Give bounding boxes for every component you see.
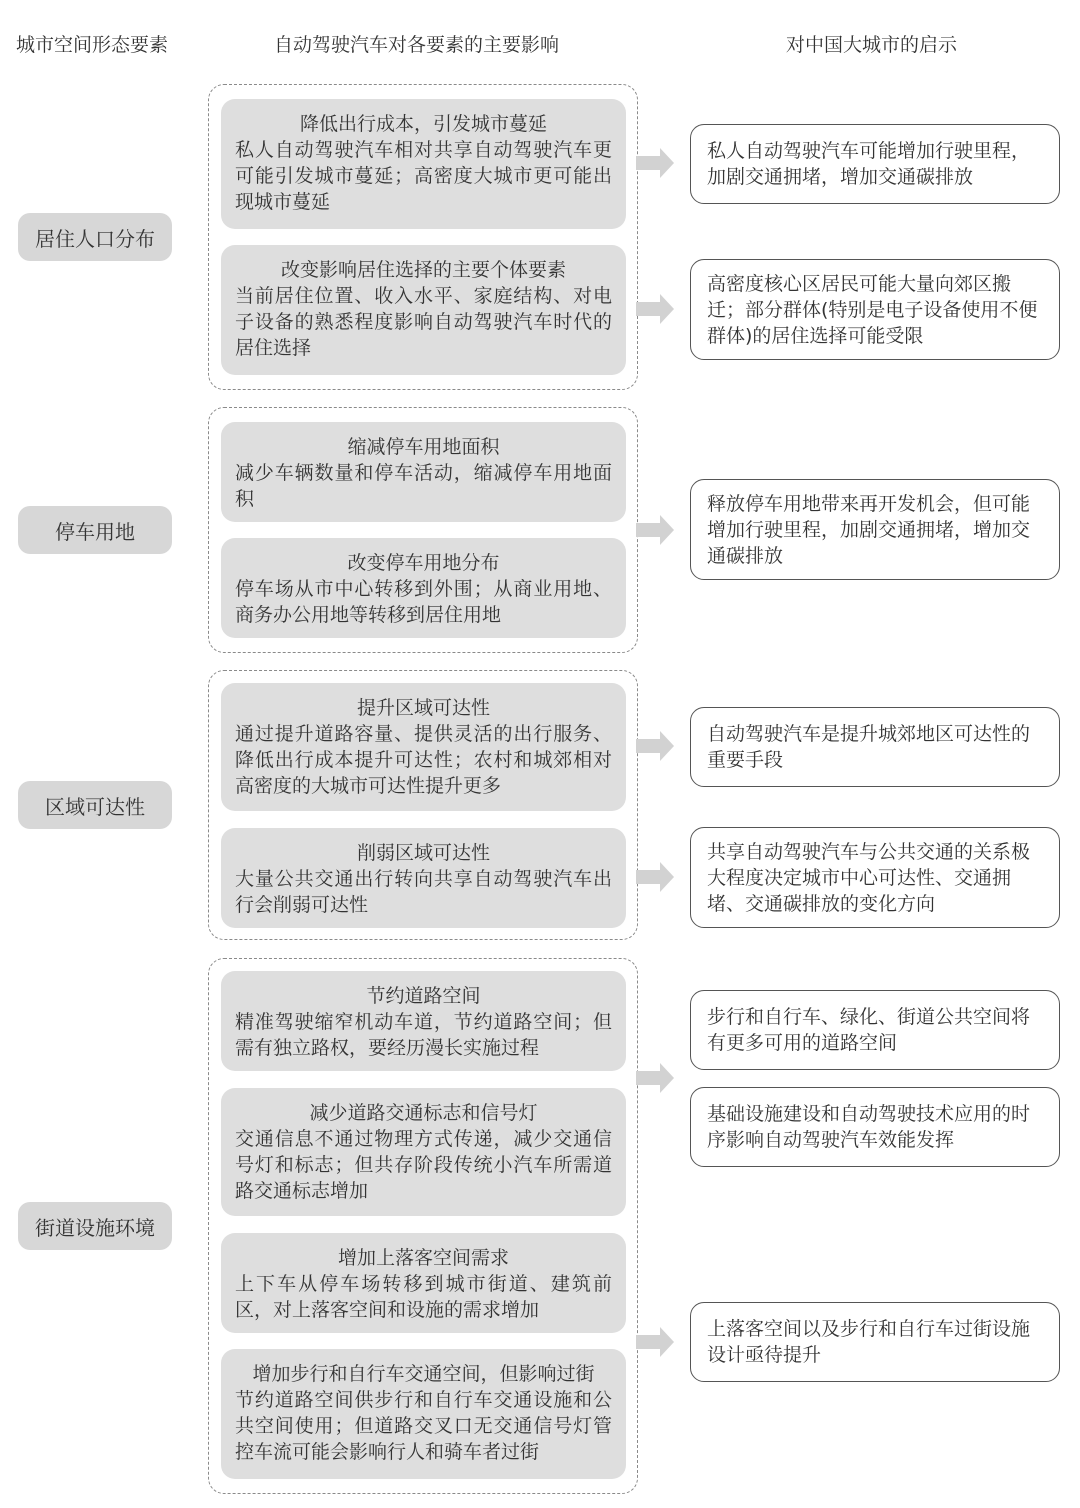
- impact-title: 节约道路空间: [366, 985, 481, 1007]
- impact-title: 降低出行成本，引发城市蔓延: [299, 113, 547, 135]
- insight-box: [690, 990, 1060, 1070]
- impact-box: [221, 1233, 626, 1333]
- impact-box: [221, 683, 626, 811]
- impact-title: 减少道路交通标志和信号灯: [309, 1102, 538, 1124]
- impact-desc: 上下车从停车场转移到城市街道、建筑前区，对上落客空间和设施的需求增加: [235, 1273, 612, 1321]
- impact-desc: 交通信息不通过物理方式传递，减少交通信号灯和标志；但共存阶段传统小汽车所需道路交通标志增加: [235, 1128, 612, 1202]
- insight-box: [690, 479, 1060, 580]
- insight-text: 基础设施建设和自动驾驶技术应用的时序影响自动驾驶汽车效能发挥: [707, 1103, 1031, 1151]
- impact-desc: 通过提升道路容量、提供灵活的出行服务、降低出行成本提升可达性；农村和城郊相对高密度的大城市可达性提升更多: [235, 723, 612, 797]
- arrow-right-icon: [636, 294, 674, 324]
- impact-desc: 减少车辆数量和停车活动，缩减停车用地面积: [235, 462, 612, 510]
- arrow-right-icon: [636, 148, 674, 178]
- insight-text: 释放停车用地带来再开发机会，但可能增加行驶里程，加剧交通拥堵，增加交通碳排放: [707, 492, 1031, 567]
- arrow-right-icon: [636, 731, 674, 761]
- impact-desc: 私人自动驾驶汽车相对共享自动驾驶汽车更可能引发城市蔓延；高密度大城市更可能出现城市蔓延: [235, 139, 612, 213]
- element-residential: 居住人口分布: [18, 213, 172, 261]
- arrow-right-icon: [636, 515, 674, 545]
- impact-title: 削弱区域可达性: [356, 842, 490, 864]
- insight-box: [690, 827, 1060, 928]
- impact-title: 改变停车用地分布: [347, 552, 500, 574]
- arrow-right-icon: [636, 862, 674, 892]
- insight-box: [690, 259, 1060, 360]
- header-spatial-elements: 城市空间形态要素: [16, 34, 169, 56]
- insight-box: [690, 124, 1060, 204]
- impact-box: [221, 1349, 626, 1479]
- impact-desc: 当前居住位置、收入水平、家庭结构、对电子设备的熟悉程度影响自动驾驶汽车时代的居住选择: [235, 285, 612, 359]
- impact-desc: 精准驾驶缩窄机动车道，节约道路空间；但需有独立路权，要经历漫长实施过程: [235, 1011, 612, 1059]
- element-parking: 停车用地: [18, 506, 172, 554]
- insight-box: [690, 1302, 1060, 1382]
- header-main-impacts: 自动驾驶汽车对各要素的主要影响: [274, 34, 560, 56]
- insight-box: [690, 1087, 1060, 1167]
- arrow-right-icon: [636, 1063, 674, 1093]
- insight-text: 高密度核心区居民可能大量向郊区搬迁；部分群体(特别是电子设备使用不便群体)的居住选择可能受限: [707, 272, 1038, 347]
- insight-text: 上落客空间以及步行和自行车过街设施设计亟待提升: [707, 1318, 1031, 1366]
- impact-title: 增加上落客空间需求: [337, 1247, 509, 1269]
- impact-box: [221, 1088, 626, 1216]
- element-accessibility: 区域可达性: [18, 781, 172, 829]
- impact-desc: 停车场从市中心转移到外围；从商业用地、商务办公用地等转移到居住用地: [235, 578, 612, 626]
- impact-title: 增加步行和自行车交通空间，但影响过街: [252, 1363, 595, 1385]
- insight-box: [690, 707, 1060, 787]
- arrow-right-icon: [636, 1327, 674, 1357]
- impact-title: 改变影响居住选择的主要个体要素: [280, 259, 566, 281]
- impact-box: [221, 422, 626, 522]
- impact-box: [221, 971, 626, 1071]
- impact-desc: 节约道路空间供步行和自行车交通设施和公共空间使用；但道路交叉口无交通信号灯管控车流可能会影响行人和骑车者过街: [235, 1389, 612, 1463]
- element-street: 街道设施环境: [18, 1202, 172, 1250]
- insight-text: 共享自动驾驶汽车与公共交通的关系极大程度决定城市中心可达性、交通拥堵、交通碳排放的变化方向: [707, 840, 1031, 915]
- impact-title: 提升区域可达性: [356, 697, 490, 719]
- impact-desc: 大量公共交通出行转向共享自动驾驶汽车出行会削弱可达性: [235, 868, 612, 916]
- insight-text: 自动驾驶汽车是提升城郊地区可达性的重要手段: [707, 723, 1031, 771]
- insight-text: 步行和自行车、绿化、街道公共空间将有更多可用的道路空间: [707, 1006, 1031, 1054]
- impact-title: 缩减停车用地面积: [347, 436, 500, 458]
- insight-text: 私人自动驾驶汽车可能增加行驶里程，加剧交通拥堵，增加交通碳排放: [707, 140, 1031, 188]
- impact-box: [221, 99, 626, 229]
- impact-box: [221, 245, 626, 375]
- header-insights: 对中国大城市的启示: [786, 34, 958, 56]
- impact-box: [221, 828, 626, 928]
- impact-box: [221, 538, 626, 638]
